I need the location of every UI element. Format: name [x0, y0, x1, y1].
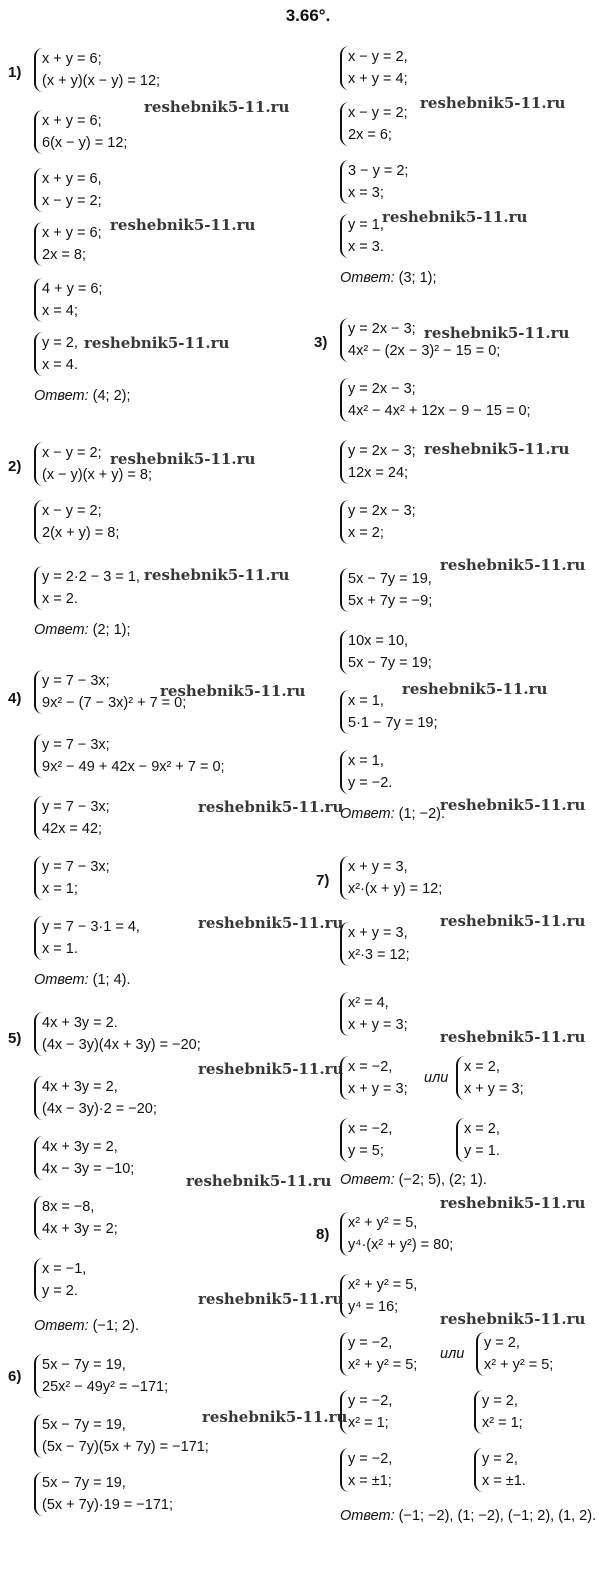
- equation-system: [340, 630, 432, 674]
- equation-system: [476, 1332, 553, 1376]
- watermark-text: reshebnik5-11.ru: [440, 1194, 586, 1212]
- equation-line: (x + y)(x − y) = 12;: [42, 73, 161, 89]
- answer-line: [34, 388, 131, 404]
- answer-label: Ответ:: [340, 270, 395, 286]
- equation-line: 4x² − 4x² + 12x − 9 − 15 = 0;: [348, 403, 531, 419]
- watermark-text: reshebnik5-11.ru: [402, 680, 548, 698]
- equation-system: [34, 916, 140, 960]
- watermark-text: reshebnik5-11.ru: [440, 1028, 586, 1046]
- or-word: или: [424, 1070, 449, 1086]
- equation-line: y = 7 − 3·1 = 4,: [42, 919, 140, 935]
- equation-line: y = 5;: [348, 1143, 384, 1159]
- answer-label: Ответ:: [34, 622, 89, 638]
- equation-system: [340, 1390, 392, 1434]
- equation-line: x² + y² = 5;: [348, 1357, 418, 1373]
- equation-system: [340, 102, 408, 146]
- watermark-text: reshebnik5-11.ru: [198, 798, 344, 816]
- watermark-text: reshebnik5-11.ru: [160, 682, 306, 700]
- equation-system: [34, 1076, 157, 1120]
- watermark-text: reshebnik5-11.ru: [420, 94, 566, 112]
- answer-value: (3; 1);: [398, 270, 437, 286]
- equation-line: 5x − 7y = 19,: [42, 1475, 126, 1491]
- equation-line: x = 3.: [348, 239, 384, 255]
- equation-system: [474, 1390, 523, 1434]
- watermark-text: reshebnik5-11.ru: [440, 912, 586, 930]
- equation-system: [340, 1118, 392, 1162]
- equation-line: x + y = 3;: [348, 1081, 408, 1097]
- equation-line: x − y = 2;: [42, 445, 102, 461]
- equation-line: x² + y² = 5;: [484, 1357, 554, 1373]
- watermark-text: reshebnik5-11.ru: [84, 334, 230, 352]
- equation-line: x²·3 = 12;: [348, 947, 410, 963]
- equation-line: y = −2,: [348, 1335, 393, 1351]
- equation-line: x² = 1;: [348, 1415, 389, 1431]
- equation-line: x = 2,: [464, 1059, 500, 1075]
- equation-system: [34, 856, 110, 900]
- equation-line: 5x − 7y = 19,: [42, 1417, 126, 1433]
- watermark-text: reshebnik5-11.ru: [198, 1290, 344, 1308]
- equation-line: x = ±1;: [348, 1473, 392, 1489]
- watermark-text: reshebnik5-11.ru: [144, 566, 290, 584]
- equation-system: [340, 1056, 408, 1100]
- equation-line: x − y = 2,: [348, 49, 408, 65]
- equation-line: y = 2.: [42, 1283, 78, 1299]
- equation-line: y = −2,: [348, 1451, 393, 1467]
- equation-system: [340, 378, 531, 422]
- equation-line: x² = 4,: [348, 995, 389, 1011]
- equation-line: 4x + 3y = 2;: [42, 1221, 118, 1237]
- equation-line: x − y = 2;: [348, 105, 408, 121]
- watermark-text: reshebnik5-11.ru: [382, 208, 528, 226]
- page-title: 3.66°.: [285, 6, 331, 25]
- equation-line: 2x = 6;: [348, 127, 392, 143]
- equation-line: x + y = 6;: [42, 113, 102, 129]
- equation-line: x + y = 3,: [348, 925, 408, 941]
- equation-line: 8x = −8,: [42, 1199, 95, 1215]
- equation-line: x + y = 6,: [42, 171, 102, 187]
- equation-line: y = 1.: [464, 1143, 500, 1159]
- answer-line: [340, 270, 437, 286]
- watermark-text: reshebnik5-11.ru: [424, 440, 570, 458]
- equation-line: x = −2,: [348, 1059, 393, 1075]
- equation-line: (5x − 7y)(5x + 7y) = −171;: [42, 1439, 209, 1455]
- equation-line: 4x + 3y = 2,: [42, 1079, 118, 1095]
- equation-system: [340, 1274, 417, 1318]
- equation-system: [456, 1056, 524, 1100]
- equation-line: 5x − 7y = 19;: [348, 655, 432, 671]
- watermark-text: reshebnik5-11.ru: [110, 216, 256, 234]
- equation-line: (x − y)(x + y) = 8;: [42, 467, 152, 483]
- problem-number: 3): [314, 334, 328, 351]
- problem-number: 8): [316, 1226, 330, 1243]
- equation-line: 5x + 7y = −9;: [348, 593, 433, 609]
- answer-value: (−2; 5), (2; 1).: [398, 1172, 487, 1188]
- watermark-text: reshebnik5-11.ru: [198, 1060, 344, 1078]
- watermark-text: reshebnik5-11.ru: [202, 1408, 348, 1426]
- answer-label: Ответ:: [34, 1318, 89, 1334]
- equation-system: [340, 440, 416, 484]
- equation-line: y⁴·(x² + y²) = 80;: [348, 1237, 454, 1253]
- equation-system: [340, 1448, 392, 1492]
- equation-line: x + y = 4;: [348, 71, 408, 87]
- answer-line: [34, 1318, 139, 1334]
- equation-line: 25x² − 49y² = −171;: [42, 1379, 169, 1395]
- equation-line: (5x + 7y)·19 = −171;: [42, 1497, 173, 1513]
- watermark-text: reshebnik5-11.ru: [110, 450, 256, 468]
- equation-line: x = 3;: [348, 185, 384, 201]
- equation-system: [34, 48, 160, 92]
- answer-line: [34, 622, 131, 638]
- equation-line: x² = 1;: [482, 1415, 523, 1431]
- equation-line: x − y = 2;: [42, 503, 102, 519]
- equation-line: x = ±1.: [482, 1473, 526, 1489]
- equation-system: [340, 992, 408, 1036]
- equation-line: y = −2.: [348, 775, 393, 791]
- equation-line: y = 2x − 3;: [348, 381, 416, 397]
- equation-system: [34, 1196, 118, 1240]
- equation-line: x + y = 3,: [348, 859, 408, 875]
- watermark-text: reshebnik5-11.ru: [186, 1172, 332, 1190]
- answer-label: Ответ:: [34, 972, 89, 988]
- equation-line: 2(x + y) = 8;: [42, 525, 120, 541]
- equation-line: 10x = 10,: [348, 633, 409, 649]
- equation-system: [340, 856, 442, 900]
- equation-line: x = 4.: [42, 357, 78, 373]
- equation-system: [34, 1136, 134, 1180]
- watermark-text: reshebnik5-11.ru: [424, 324, 570, 342]
- answer-label: Ответ:: [34, 388, 89, 404]
- equation-system: [340, 750, 392, 794]
- equation-line: 42x = 42;: [42, 821, 103, 837]
- equation-line: x − y = 2;: [42, 193, 102, 209]
- equation-line: y = 7 − 3x;: [42, 737, 110, 753]
- equation-line: y⁴ = 16;: [348, 1299, 399, 1315]
- answer-line: [340, 1172, 487, 1188]
- equation-system: [34, 1414, 209, 1458]
- watermark-text: reshebnik5-11.ru: [440, 556, 586, 574]
- equation-line: y = −2,: [348, 1393, 393, 1409]
- answer-label: Ответ:: [340, 806, 395, 822]
- equation-line: y = 7 − 3x;: [42, 859, 110, 875]
- answer-line: [340, 806, 445, 822]
- equation-system: [456, 1118, 500, 1162]
- equation-system: [34, 278, 102, 322]
- equation-line: x² + y² = 5,: [348, 1277, 418, 1293]
- equation-line: y = 2x − 3;: [348, 443, 416, 459]
- watermark-text: reshebnik5-11.ru: [144, 98, 290, 116]
- equation-line: y = 1,: [348, 217, 384, 233]
- equation-system: [340, 1212, 453, 1256]
- equation-line: 12x = 24;: [348, 465, 409, 481]
- equation-system: [34, 332, 78, 376]
- equation-system: [34, 110, 127, 154]
- equation-system: [34, 1354, 168, 1398]
- equation-line: 4x + 3y = 2.: [42, 1015, 118, 1031]
- equation-line: x = 2;: [348, 525, 384, 541]
- answer-label: Ответ:: [340, 1172, 395, 1188]
- equation-line: y = 7 − 3x;: [42, 673, 110, 689]
- equation-line: y = 2,: [42, 335, 78, 351]
- problem-number: 2): [8, 458, 22, 475]
- equation-line: x = 2.: [42, 591, 78, 607]
- equation-system: [34, 168, 102, 212]
- equation-line: x + y = 3;: [464, 1081, 524, 1097]
- equation-line: x² + y² = 5,: [348, 1215, 418, 1231]
- equation-system: [34, 796, 110, 840]
- equation-line: y = 2·2 − 3 = 1,: [42, 569, 140, 585]
- equation-line: x + y = 6;: [42, 225, 102, 241]
- equation-line: 6(x − y) = 12;: [42, 135, 128, 151]
- answer-value: (−1; 2).: [92, 1318, 139, 1334]
- answer-value: (2; 1);: [92, 622, 131, 638]
- equation-line: (4x − 3y)·2 = −20;: [42, 1101, 157, 1117]
- watermark-text: reshebnik5-11.ru: [440, 1310, 586, 1328]
- equation-system: [340, 500, 416, 544]
- equation-line: 2x = 8;: [42, 247, 86, 263]
- problem-number: 7): [316, 872, 330, 889]
- equation-line: x + y = 3;: [348, 1017, 408, 1033]
- equation-system: [34, 222, 102, 266]
- equation-line: y = 2,: [484, 1335, 520, 1351]
- equation-line: x + y = 6;: [42, 51, 102, 67]
- equation-line: 4x² − (2x − 3)² − 15 = 0;: [348, 343, 501, 359]
- equation-system: [340, 568, 432, 612]
- problem-number: 6): [8, 1368, 22, 1385]
- answer-line: [34, 972, 131, 988]
- equation-line: x = 1,: [348, 693, 384, 709]
- equation-system: [340, 214, 384, 258]
- equation-line: 9x² − 49 + 42x − 9x² + 7 = 0;: [42, 759, 225, 775]
- answer-line: [340, 1508, 596, 1524]
- equation-system: [34, 734, 225, 778]
- equation-system: [34, 1012, 201, 1056]
- answer-value: (1; −2).: [398, 806, 445, 822]
- equation-system: [340, 1332, 417, 1376]
- equation-system: [340, 46, 408, 90]
- equation-line: 5·1 − 7y = 19;: [348, 715, 438, 731]
- equation-system: [474, 1448, 526, 1492]
- equation-line: x = 1.: [42, 941, 78, 957]
- watermark-text: reshebnik5-11.ru: [440, 796, 586, 814]
- equation-line: x = 2,: [464, 1121, 500, 1137]
- equation-line: 5x − 7y = 19,: [348, 571, 432, 587]
- or-word: или: [440, 1346, 465, 1362]
- equation-line: 4x + 3y = 2,: [42, 1139, 118, 1155]
- equation-line: (4x − 3y)(4x + 3y) = −20;: [42, 1037, 201, 1053]
- equation-system: [340, 922, 410, 966]
- equation-line: y = 2x − 3;: [348, 503, 416, 519]
- equation-line: 3 − y = 2;: [348, 163, 409, 179]
- equation-line: x = −1,: [42, 1261, 87, 1277]
- equation-system: [34, 1258, 86, 1302]
- watermark-text: reshebnik5-11.ru: [198, 914, 344, 932]
- answer-label: Ответ:: [340, 1508, 395, 1524]
- problem-number: 1): [8, 64, 22, 81]
- problem-number: 4): [8, 690, 22, 707]
- equation-line: 4 + y = 6;: [42, 281, 103, 297]
- equation-line: 5x − 7y = 19,: [42, 1357, 126, 1373]
- equation-line: x²·(x + y) = 12;: [348, 881, 443, 897]
- equation-line: x = 4;: [42, 303, 78, 319]
- equation-line: x = 1,: [348, 753, 384, 769]
- equation-system: [34, 1472, 173, 1516]
- equation-line: y = 2x − 3;: [348, 321, 416, 337]
- equation-line: 4x − 3y = −10;: [42, 1161, 135, 1177]
- problem-number: 5): [8, 1030, 22, 1047]
- equation-line: x = 1;: [42, 881, 78, 897]
- equation-line: x = −2,: [348, 1121, 393, 1137]
- answer-value: (4; 2);: [92, 388, 131, 404]
- equation-system: [34, 566, 140, 610]
- equation-line: y = 2,: [482, 1451, 518, 1467]
- equation-system: [340, 160, 408, 204]
- equation-line: 9x² − (7 − 3x)² + 7 = 0;: [42, 695, 187, 711]
- equation-line: y = 2,: [482, 1393, 518, 1409]
- equation-system: [34, 500, 119, 544]
- equation-line: y = 7 − 3x;: [42, 799, 110, 815]
- answer-value: (1; 4).: [92, 972, 131, 988]
- answer-value: (−1; −2), (1; −2), (−1; 2), (1, 2).: [398, 1508, 597, 1524]
